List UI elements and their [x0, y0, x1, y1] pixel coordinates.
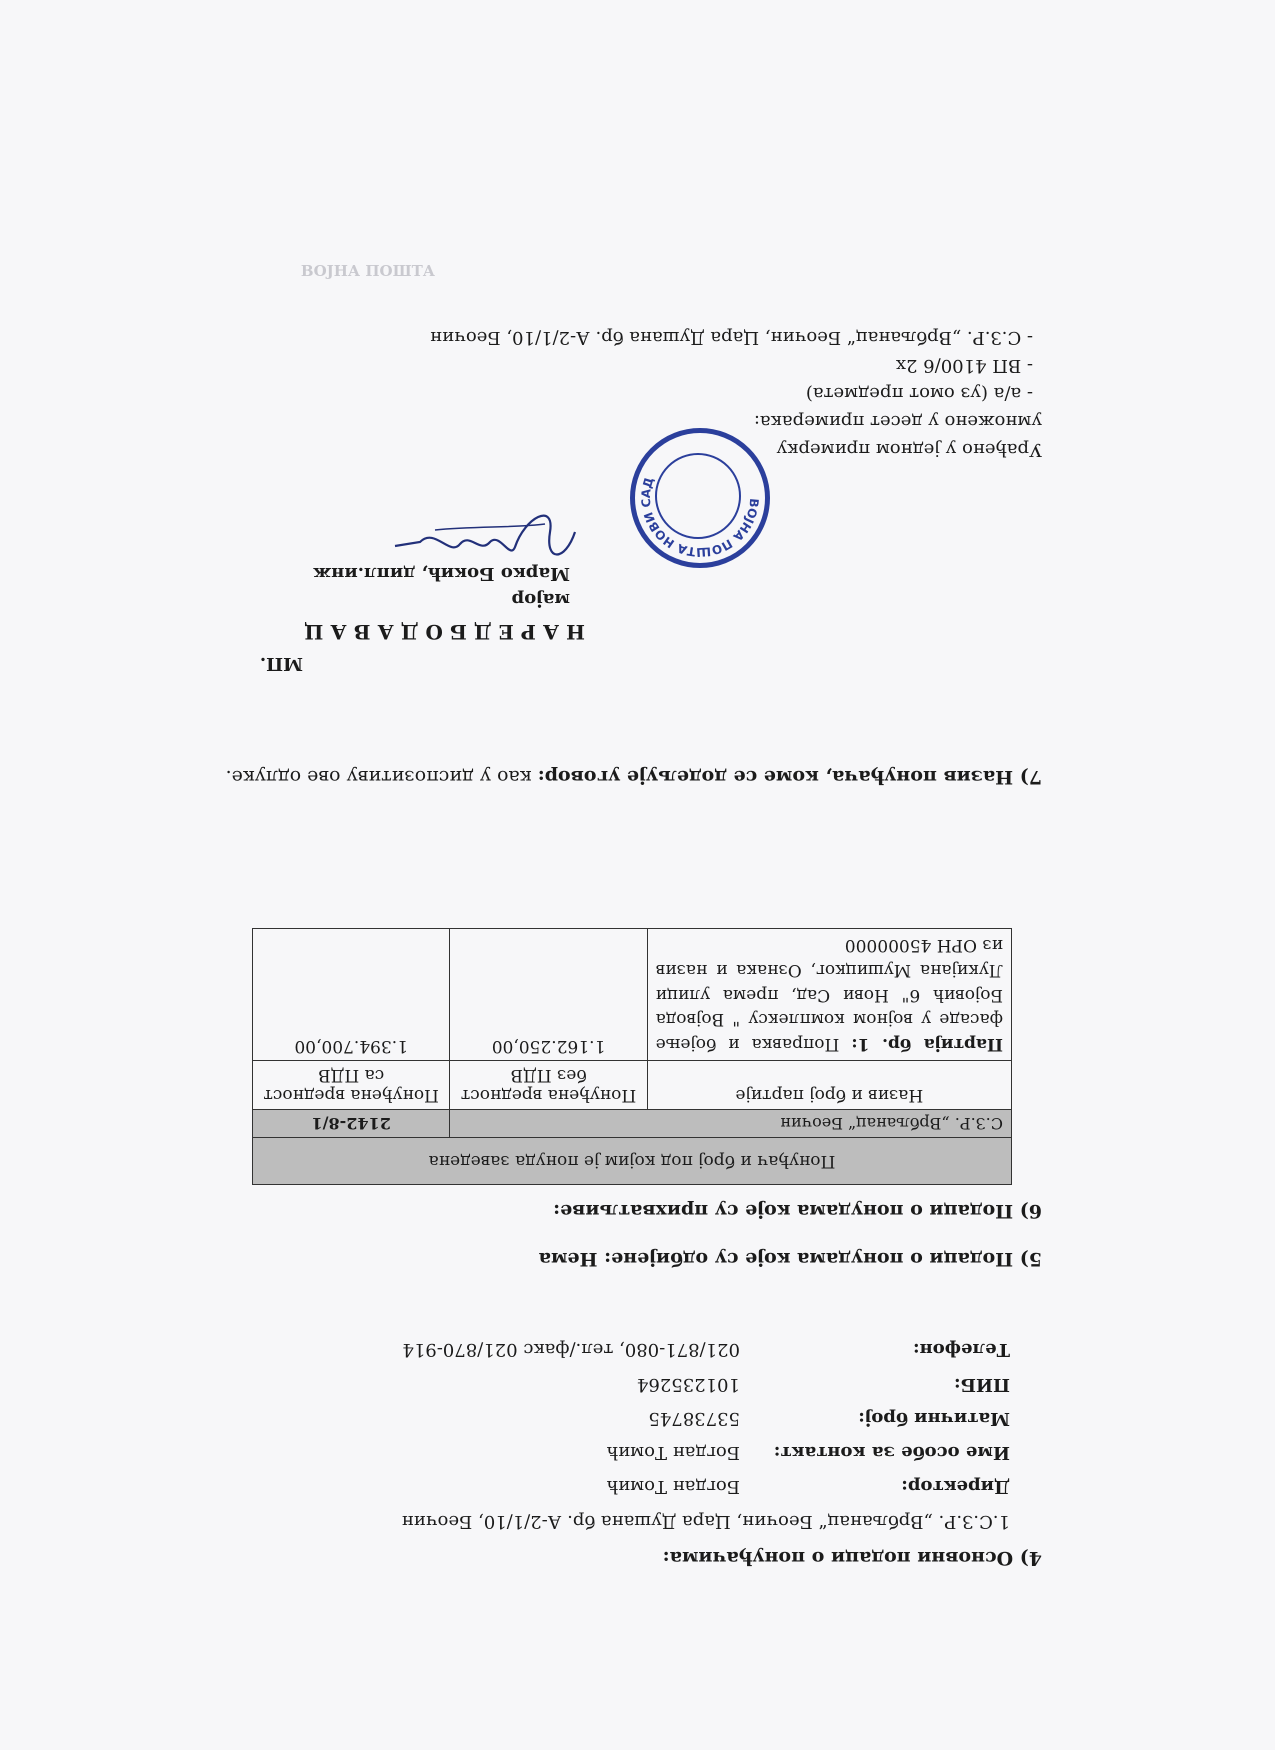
- handwritten-signature: [385, 512, 585, 572]
- field-director: [607, 1476, 1010, 1497]
- lot-title: Партија бр. 1:: [851, 1034, 1003, 1054]
- field-value: Богдан Томић: [606, 1442, 740, 1463]
- section-4-title: 4) Основни подаци о понуђачима:: [662, 1547, 1042, 1569]
- section-7-title: [226, 766, 1042, 788]
- col-value-with-vat-header: Понуђена вредност са ПДВ: [253, 1061, 450, 1110]
- value-with-vat-cell: 1.394.700,00: [253, 928, 450, 1060]
- field-phone: [402, 1339, 1010, 1360]
- distribution-item: - а/а (уз омот предмета): [805, 383, 1033, 404]
- field-value: Богдан Томић: [606, 1476, 740, 1497]
- table-header: Понуђач и број под којим је понуда заведена: [253, 1138, 1012, 1185]
- bidder-name-address: 1.С.З.Р. „Врбљанац“ Беочин, Цара Душана бр. А-2/1/10, Беочин: [401, 1511, 1010, 1532]
- section-7-label: 7) Назив понуђача, коме се додељује уговор:: [537, 766, 1042, 788]
- signatory-rank: мајор: [511, 589, 570, 610]
- bid-number-cell: 2142-8/1: [253, 1110, 450, 1138]
- field-value: 101235264: [636, 1374, 740, 1395]
- signatory-header: Н А Р Е Д Б О Д А В А Ц: [304, 620, 585, 644]
- signatory-name: Марко Бокић, дипл.инж: [313, 563, 570, 584]
- col-value-without-vat-header: Понуђена вредност без ПДВ: [450, 1061, 647, 1110]
- bidder-cell: С.З.Р. „Врбљанац“ Беочин: [450, 1110, 1012, 1138]
- svg-text:ВОЈНА ПОШТА НОВИ САД: [639, 476, 761, 560]
- col-lot-header: Назив и број партије: [647, 1061, 1011, 1110]
- bleed-through-text: ВОЈНА ПОШТА: [300, 262, 435, 280]
- field-label: Телефон:: [912, 1339, 1010, 1360]
- value-without-vat-cell: 1.162.250,00: [450, 928, 647, 1060]
- stamp-text: ВОЈНА ПОШТА НОВИ САД: [638, 475, 762, 560]
- field-label: Матични број:: [858, 1408, 1010, 1429]
- field-label: ПИБ:: [953, 1374, 1010, 1395]
- distribution-line-2: умножено у десет примерака:: [753, 411, 1042, 432]
- field-contact-person: [607, 1442, 1010, 1463]
- lot-description-cell: [647, 928, 1011, 1060]
- lot-description: Поправка и бојење фасаде у војном комплексу " Војвода Бојовић 6" Нови Сад, према улици Лукијана Мушицког, Ознака и назив из ОРН 45000000: [655, 935, 1003, 1054]
- acceptable-offers-table: [252, 928, 1012, 1185]
- field-value: 021/871-080, тел./факс 021/870-914: [402, 1339, 740, 1360]
- official-stamp: [630, 428, 770, 568]
- field-label: Име особе за контакт:: [773, 1442, 1010, 1463]
- mp-label: МП.: [259, 653, 303, 674]
- section-7-text: као у диспозитиву ове одлуке.: [225, 766, 538, 788]
- section-6-title: 6) Подаци о понудама које су прихватљиве:: [553, 1200, 1042, 1222]
- field-label: Директор:: [901, 1476, 1010, 1497]
- field-tax-id: [637, 1374, 1010, 1395]
- distribution-item: - С.З.Р. „Врбљанац“ Беочин, Цара Душана бр. А-2/1/10, Беочин: [430, 327, 1033, 348]
- field-value: 53738745: [648, 1408, 740, 1429]
- field-registration-number: [648, 1408, 1010, 1429]
- distribution-line-1: Урађено у једном примерку: [776, 439, 1042, 460]
- distribution-item: - ВП 4100/6 2х: [895, 355, 1033, 376]
- stamp-text-ring: [635, 433, 765, 563]
- section-5-title: 5) Подаци о понудама које су одбијене: Нема: [538, 1248, 1042, 1270]
